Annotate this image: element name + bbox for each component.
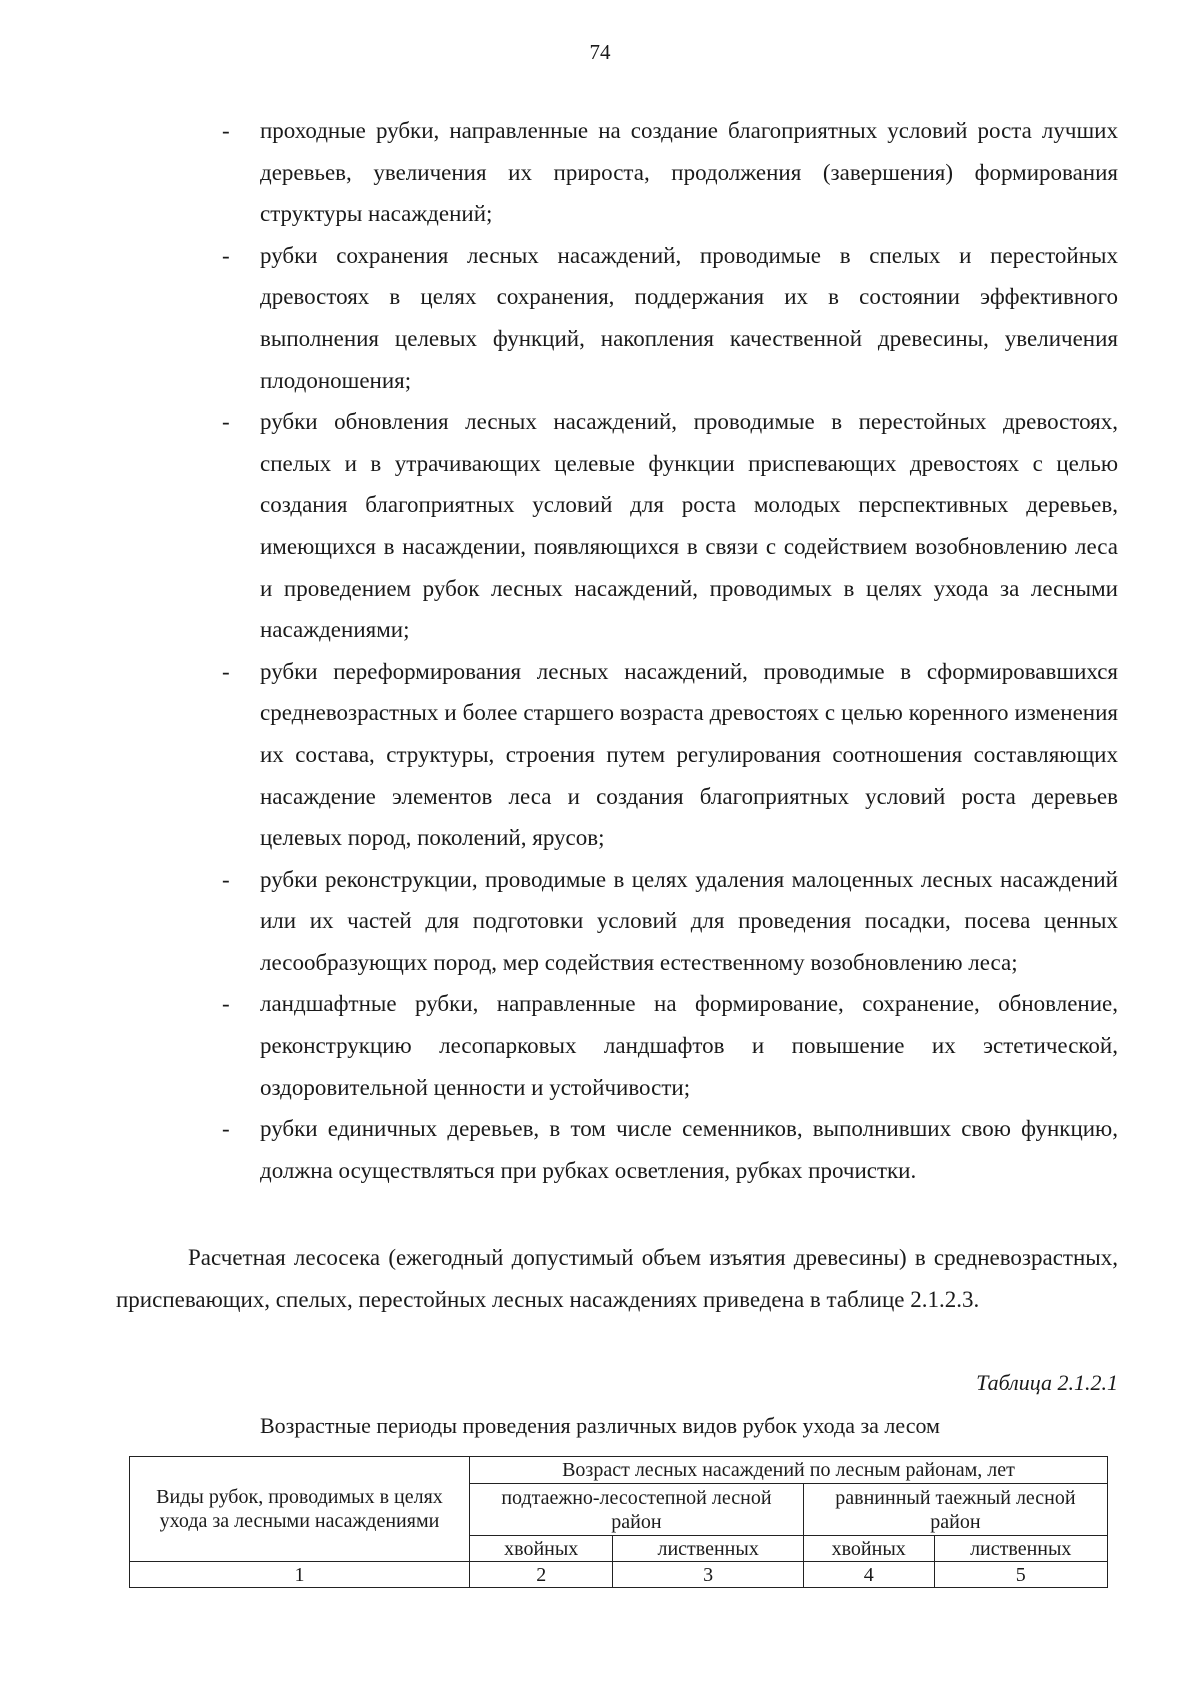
list-marker: - xyxy=(222,242,230,268)
header-sub: лиственных xyxy=(934,1536,1107,1562)
list-item xyxy=(222,983,1118,1108)
list-marker: - xyxy=(222,118,230,143)
list-item xyxy=(222,859,1118,984)
list-marker: - xyxy=(222,1116,230,1142)
list-item-text: рубки переформирования лесных насаждений, проводимые в сформировавшихся средневозрастных и более старшего возраста древостоях с целью коренного изменения их состава, структуры, строения путем регулирования соотношения составляющих насаждение элементов леса и создания благоприятных условий роста деревьев целевых пород, поколений, ярусов; xyxy=(260,658,1118,851)
data-table xyxy=(129,1456,1108,1588)
list-marker: - xyxy=(222,866,230,892)
header-col-1: Виды рубок, проводимых в целях ухода за лесными насаждениями xyxy=(130,1457,470,1562)
list-item-text: рубки сохранения лесных насаждений, проводимые в спелых и перестойных древостоях в целях сохранения, поддержания их в состоянии эффективного выполнения целевых функций, накопления качественной древесины, увеличения плодоношения; xyxy=(260,242,1118,393)
list-item-text: рубки обновления лесных насаждений, проводимые в перестойных древостоях, спелых и в утрачивающих целевые функции приспевающих древостоях с целью создания благоприятных условий для роста молодых перспективных деревьев, имеющихся в насаждении, появляющихся в связи с содействием возобновлению леса и проведением рубок лесных насаждений, проводимых в целях ухода за лесными насаждениями; xyxy=(260,409,1118,643)
list-marker: - xyxy=(222,409,230,435)
header-group: Возраст лесных насаждений по лесным районам, лет xyxy=(470,1457,1108,1484)
list-item-text: проходные рубки, направленные на создание благоприятных условий роста лучших деревьев, увеличения их прироста, продолжения (завершения) формирования структуры насаждений; xyxy=(260,118,1118,227)
header-sub: хвойных xyxy=(803,1536,934,1562)
column-number: 4 xyxy=(803,1562,934,1588)
list-marker: - xyxy=(222,991,230,1017)
page-number: 74 xyxy=(589,40,611,64)
list-item-text: рубки единичных деревьев, в том числе семенников, выполнивших свою функцию, должна осуществляться при рубках осветления, рубках прочистки. xyxy=(260,1116,1118,1183)
header-sub: лиственных xyxy=(613,1536,803,1562)
header-region-2: равнинный таежный лесной район xyxy=(803,1484,1107,1536)
list-item xyxy=(222,1108,1118,1191)
header-sub: хвойных xyxy=(470,1536,613,1562)
bullet-list xyxy=(222,110,1118,1191)
list-item-text: рубки реконструкции, проводимые в целях удаления малоценных лесных насаждений или их частей для подготовки условий для проведения посадки, посева ценных лесообразующих пород, мер содействия естественному возобновлению леса; xyxy=(260,866,1118,975)
list-item-text: ландшафтные рубки, направленные на формирование, сохранение, обновление, реконструкцию лесопарковых ландшафтов и повышение их эстетической, оздоровительной ценности и устойчивости; xyxy=(260,991,1118,1100)
column-number: 5 xyxy=(934,1562,1107,1588)
list-item xyxy=(222,401,1118,651)
list-marker: - xyxy=(222,658,230,684)
column-number: 2 xyxy=(470,1562,613,1588)
column-number: 1 xyxy=(130,1562,470,1588)
list-item xyxy=(222,235,1118,401)
list-item xyxy=(222,651,1118,859)
column-number: 3 xyxy=(613,1562,803,1588)
table-label: Таблица 2.1.2.1 xyxy=(976,1370,1118,1395)
list-item xyxy=(222,110,1118,235)
body-paragraph: Расчетная лесосека (ежегодный допустимый объем изъятия древесины) в средневозрастных, приспевающих, спелых, перестойных лесных насаждениях приведена в таблице 2.1.2.3. xyxy=(116,1245,1118,1312)
table-title: Возрастные периоды проведения различных видов рубок ухода за лесом xyxy=(260,1413,940,1438)
header-region-1: подтаежно-лесостепной лесной район xyxy=(470,1484,804,1536)
